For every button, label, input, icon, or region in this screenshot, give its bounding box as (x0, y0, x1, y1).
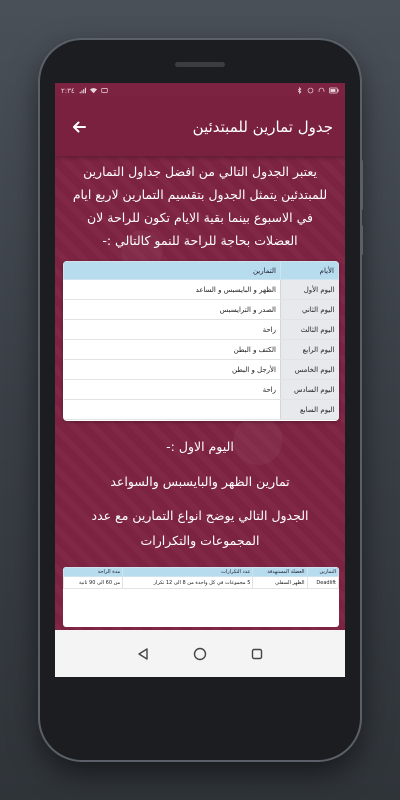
table-row (64, 400, 339, 420)
battery-icon (329, 87, 339, 94)
system-nav-bar (55, 630, 345, 677)
back-button[interactable] (69, 117, 89, 137)
status-time: ٢:٣٤ (61, 86, 75, 95)
days-table-header-day: الأيام (281, 262, 339, 280)
exercise-table-card (63, 567, 339, 627)
ex-cell-exercise: Deadlift (307, 577, 338, 589)
exercise-cell: راحة (64, 320, 281, 340)
ex-header-reps: عدد التكرارات (123, 568, 253, 577)
app-screen (55, 83, 345, 677)
exercise-cell: الكتف و البطن (64, 340, 281, 360)
ex-cell-reps: 5 مجموعات في كل واحدة من 8 الى 12 تكرار (123, 577, 253, 589)
ex-cell-rest: من 60 الى 90 ثانية (64, 577, 123, 589)
ex-header-rest: مدة الراحة (64, 568, 123, 577)
table-row (64, 360, 339, 380)
day-cell: اليوم الثاني (281, 300, 339, 320)
day-cell: اليوم الثالث (281, 320, 339, 340)
table-row (64, 300, 339, 320)
ex-cell-muscle: الظهر السفلي (253, 577, 307, 589)
day-one-description: الجدول التالي يوضح انواع التمارين مع عدد المجموعات والتكرارات (91, 508, 309, 548)
days-table (63, 261, 339, 420)
volume-button (360, 160, 363, 210)
day-cell: اليوم الأول (281, 280, 339, 300)
exercise-cell: الظهر و البايسبس و الساعد (64, 280, 281, 300)
nav-back-button[interactable] (133, 644, 153, 664)
table-row (64, 320, 339, 340)
intro-paragraph: يعتبر الجدول التالي من افضل جداول التمارين للمبتدئين يتمثل الجدول بتقسيم التمارين لاربع ايام في الاسبوع بينما بقية الايام تكون للراحة لان العضلات بحاجة للراحة للنمو كالتالي :- (72, 164, 328, 248)
notification-icon (101, 87, 108, 94)
day-one-subtitle: تمارين الظهر والبايسبس والسواعد (110, 474, 290, 489)
app-bar (55, 98, 345, 156)
ex-header-muscle: العضلة المستهدفة (253, 568, 307, 577)
bluetooth-icon (296, 87, 303, 94)
arrow-left-icon (71, 119, 87, 135)
exercise-cell: الأرجل و البطن (64, 360, 281, 380)
speaker-grille (175, 62, 225, 67)
table-row (64, 577, 339, 589)
back-triangle-icon (136, 647, 150, 661)
wifi-icon (90, 87, 97, 94)
nav-home-button[interactable] (190, 644, 210, 664)
nfc-icon (307, 87, 314, 94)
status-bar (55, 83, 345, 98)
days-table-header-exercises: التمارين (64, 262, 281, 280)
days-table-card (63, 261, 339, 421)
headphone-icon (318, 87, 325, 94)
article-content[interactable] (55, 156, 345, 630)
day-cell: اليوم السادس (281, 380, 339, 400)
home-circle-icon (193, 647, 207, 661)
table-row (64, 340, 339, 360)
exercise-cell: الصدر و الترايسبس (64, 300, 281, 320)
day-cell: اليوم السابع (281, 400, 339, 420)
page-title: جدول تمارين للمبتدئين (192, 118, 333, 136)
ex-header-exercise: التمارين (307, 568, 338, 577)
exercise-table (63, 567, 339, 589)
day-one-heading: اليوم الاول :- (166, 439, 234, 454)
day-cell: اليوم الرابع (281, 340, 339, 360)
table-row (64, 380, 339, 400)
day-cell: اليوم الخامس (281, 360, 339, 380)
power-button (360, 225, 363, 255)
exercise-cell: راحة (64, 380, 281, 400)
nav-recents-button[interactable] (247, 644, 267, 664)
signal-icon (79, 87, 86, 94)
table-row (64, 280, 339, 300)
recents-square-icon (250, 647, 264, 661)
exercise-cell (64, 400, 281, 420)
